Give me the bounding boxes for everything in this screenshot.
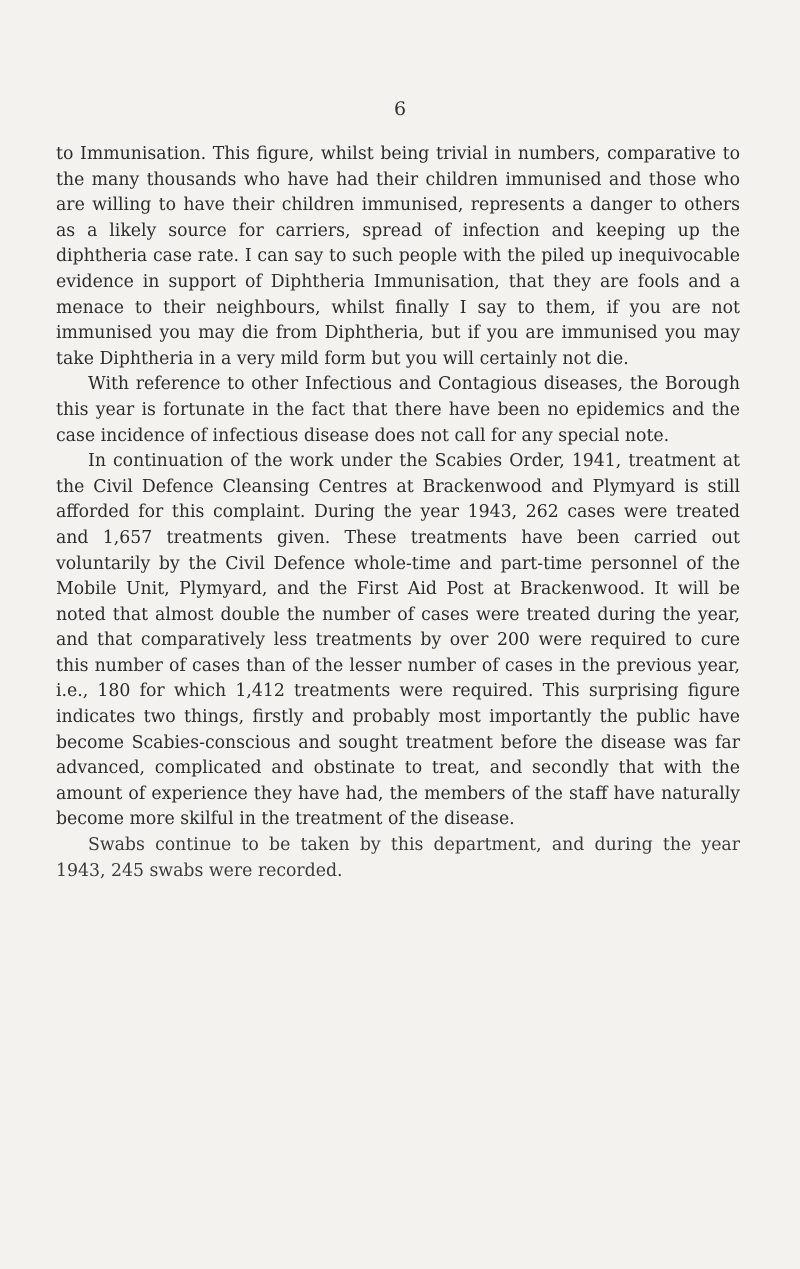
page-number: 6 xyxy=(393,98,407,120)
paragraph-infectious-diseases: With reference to other Infectious and Contagious diseases, the Borough this year is fortunate in the fact that there have been no epidemics and the case incidence of infectious disease does not call for any special note. xyxy=(56,374,740,446)
paragraph-swabs: Swabs continue to be taken by this department, and during the year 1943, 245 swabs were recorded. xyxy=(56,835,740,881)
paragraph-immunisation: to Immunisation. This figure, whilst being trivial in numbers, comparative to the many thousands who have had their children immunised and those who are willing to have their children immunised, represents a danger to others as a likely source for carriers, spread of infection and keeping up the diphtheria case rate. I can say to such people with the piled up inequivocable evidence in support of Diphtheria Immunisation, that they are fools and a menace to their neighbours, whilst finally I say to them, if you are not immunised you may die from Diphtheria, but if you are immunised you may take Diphtheria in a very mild form but you will certainly not die. xyxy=(56,144,740,369)
paragraph-scabies-order: In continuation of the work under the Scabies Order, 1941, treatment at the Civil Defence Cleansing Centres at Brackenwood and Plymyard is still afforded for this complaint. During the year 1943, 262 cases were treated and 1,657 treatments given. These treatments have been carried out voluntarily by the Civil Defence whole-time and part-time personnel of the Mobile Unit, Plymyard, and the First Aid Post at Brackenwood. It will be noted that almost double the number of cases were treated during the year, and that comparatively less treatments by over 200 were required to cure this number of cases than of the lesser number of cases in the previous year, i.e., 180 for which 1,412 treatments were required. This surprising figure indicates two things, firstly and probably most importantly the public have become Scabies-conscious and sought treatment before the disease was far advanced, complicated and obstinate to treat, and secondly that with the amount of experience they have had, the members of the staff have naturally become more skilful in the treatment of the disease. xyxy=(56,451,740,830)
body-text xyxy=(56,142,740,884)
